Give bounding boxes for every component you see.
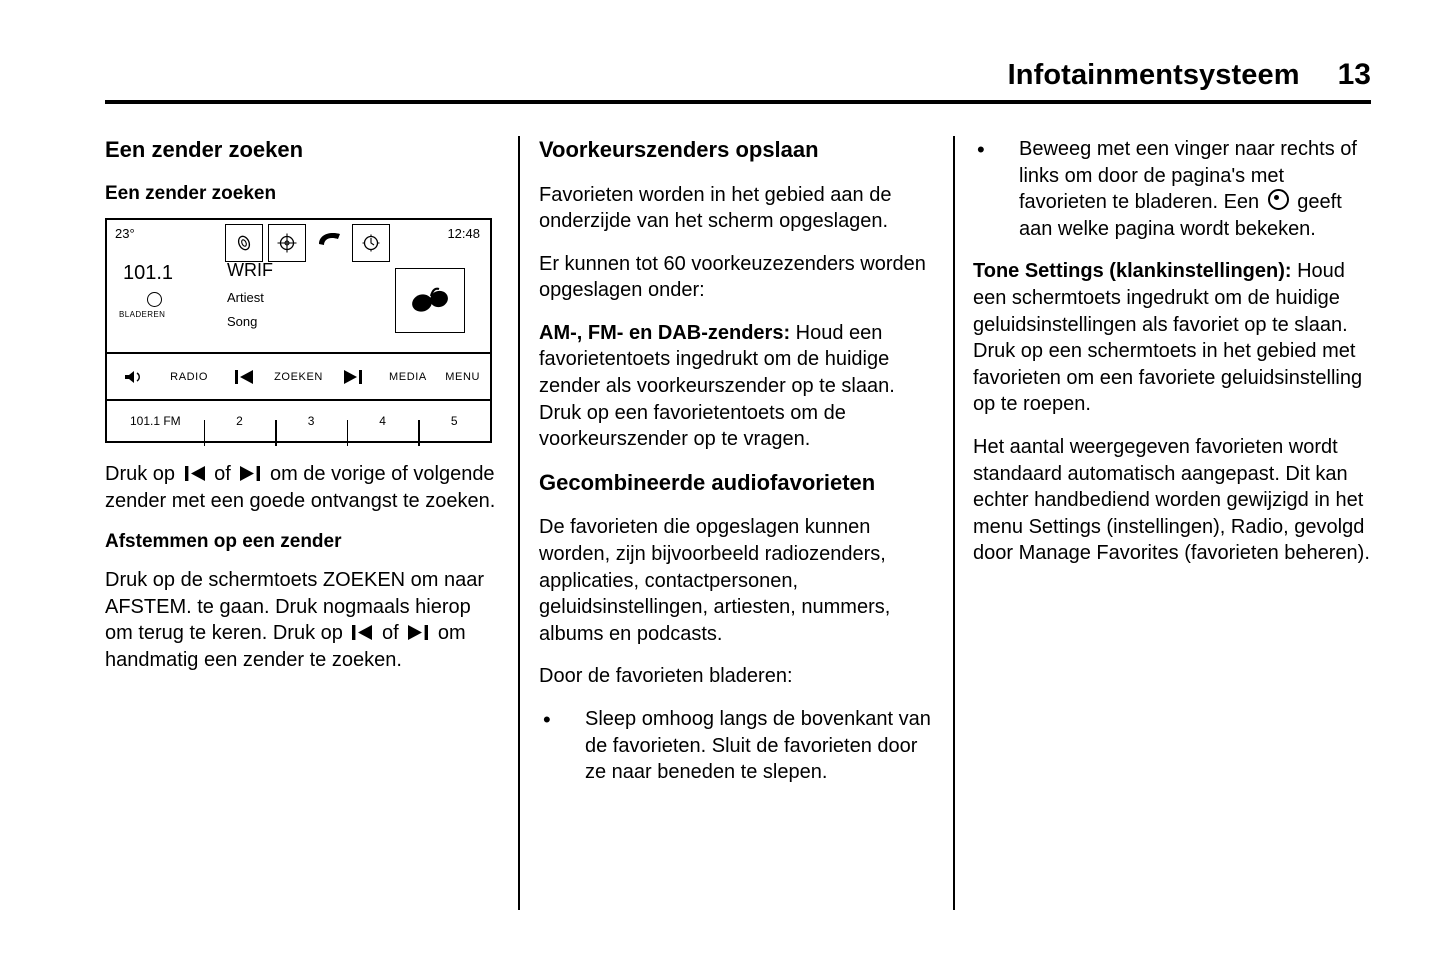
paragraph-am-fm-dab-text: Houd een favorietentoets ingedrukt om de huidige zender als voorkeurszender op te slaan. Druk op een favorietentoets om de voorkeurszender op te vragen. xyxy=(539,321,895,451)
figure-station-name: WRIF xyxy=(227,260,273,281)
subheading-tune-station: Afstemmen op een zender xyxy=(105,531,342,553)
paragraph-seek-text-a: Druk op xyxy=(105,463,176,486)
next-track-icon xyxy=(407,624,429,641)
list-browse-favorites xyxy=(539,706,934,786)
figure-artist: Artiest xyxy=(227,290,264,306)
page-header xyxy=(105,58,1371,92)
paragraph-tone-settings-text: Houd een schermtoets ingedrukt om de huidige geluidsinstellingen als favoriet op te slaan. Druk op een schermtoets in het gebied met favorieten om een favoriete geluidsinstelling op te roepen. xyxy=(973,260,1363,416)
list-item-label-b: geeft aan welke pagina wordt bekeken. xyxy=(1019,191,1342,240)
page-indicator-icon xyxy=(1268,189,1289,210)
section-heading-find-station: Een zender zoeken xyxy=(105,137,304,162)
figure-menu-label: MENU xyxy=(445,370,481,383)
figure-temperature: 23° xyxy=(115,226,135,242)
infotainment-screen-figure xyxy=(105,218,492,443)
figure-album-art xyxy=(395,268,465,333)
figure-preset-3: 3 xyxy=(275,414,347,428)
header-divider xyxy=(105,100,1371,104)
paragraph-am-fm-dab xyxy=(539,320,934,453)
list-swipe-favorites xyxy=(973,136,1371,242)
paragraph-preset-count: Er kunnen tot 60 voorkeuzezenders worden opgeslagen onder: xyxy=(539,252,926,302)
figure-next-icon xyxy=(326,368,381,386)
phone-icon xyxy=(311,224,347,260)
bullet-dot-icon: • xyxy=(977,137,985,162)
list-item-label-a: Beweeg met een vinger naar rechts of links om door de pagina's met favorieten te bladeren. Een xyxy=(1019,138,1357,214)
page-title: Infotainmentsysteem xyxy=(1007,59,1300,91)
figure-frequency: 101.1 xyxy=(123,262,174,285)
section-heading-combined-favorites: Gecombineerde audiofavorieten xyxy=(539,469,876,495)
figure-browse-label: BLADEREN xyxy=(119,310,166,320)
list-item xyxy=(973,136,1371,242)
figure-preset-1: 101.1 FM xyxy=(129,414,181,429)
subheading-find-station: Een zender zoeken xyxy=(105,182,277,204)
figure-media-label: MEDIA xyxy=(389,370,427,383)
column-divider-right xyxy=(953,136,955,910)
figure-top-area xyxy=(107,220,490,354)
paragraph-tune-text-b: of xyxy=(382,622,399,645)
figure-seek-label: ZOEKEN xyxy=(274,370,323,383)
figure-volume-icon xyxy=(107,367,162,387)
figure-preset-row xyxy=(107,401,490,441)
figure-preset-2: 2 xyxy=(204,414,276,428)
column-divider-left xyxy=(518,136,520,910)
paragraph-seek-text-c: om de vorige of volgende zender met een goede ontvangst te zoeken. xyxy=(105,463,496,512)
paragraph-seek-text-b: of xyxy=(214,463,231,486)
section-heading-save-presets: Voorkeurszenders opslaan xyxy=(539,137,819,162)
paragraph-tune-text-a: Druk op de schermtoets ZOEKEN om naar AFSTEM. te gaan. Druk nogmaals hierop om terug te keren. Druk op xyxy=(105,569,485,645)
prev-track-icon xyxy=(351,624,373,641)
figure-control-row xyxy=(107,354,490,401)
prev-track-icon xyxy=(184,465,206,482)
paragraph-browse-favorites: Door de favorieten bladeren: xyxy=(539,665,793,688)
paragraph-tune-instruction xyxy=(105,567,497,673)
compass-icon xyxy=(268,224,306,262)
label-am-fm-dab: AM-, FM- en DAB-zenders: xyxy=(539,321,791,344)
page-number: 13 xyxy=(1337,58,1371,91)
paragraph-tone-settings xyxy=(973,258,1371,418)
paragraph-seek-instruction xyxy=(105,461,497,514)
column-three xyxy=(973,136,1371,583)
paragraph-favorites-area: Favorieten worden in het gebied aan de onderzijde van het scherm opgeslagen. xyxy=(539,183,892,233)
settings-icon xyxy=(352,224,390,262)
column-two xyxy=(539,136,934,802)
figure-icon-row xyxy=(225,224,390,262)
next-track-icon xyxy=(239,465,261,482)
list-item xyxy=(539,706,934,786)
figure-prev-icon xyxy=(216,368,271,386)
list-item-label: Sleep omhoog langs de bovenkant van de favorieten. Sluit de favorieten door ze naar beneden te slepen. xyxy=(585,707,931,784)
paragraph-tune-text-c: om handmatig een zender te zoeken. xyxy=(105,622,466,671)
column-one xyxy=(105,136,497,689)
figure-preset-4: 4 xyxy=(347,414,419,428)
paragraph-favorites-count: Het aantal weergegeven favorieten wordt standaard automatisch aangepast. Dit kan echter handbediend worden gewijzigd in het menu Settings (instellingen), Radio, gevolgd door Manage Favorites (favorieten beheren). xyxy=(973,435,1370,565)
bullet-dot-icon: • xyxy=(543,706,551,732)
figure-tune-knob-icon xyxy=(147,292,162,307)
rds-icon xyxy=(225,224,263,262)
figure-radio-label: RADIO xyxy=(170,370,208,383)
paragraph-favorite-types: De favorieten die opgeslagen kunnen worden, zijn bijvoorbeeld radiozenders, applicaties, contactpersonen, geluidsinstellingen, artiesten, nummers, albums en podcasts. xyxy=(539,516,891,645)
figure-clock: 12:48 xyxy=(447,226,480,242)
label-tone-settings: Tone Settings (klankinstellingen): xyxy=(973,260,1292,283)
figure-preset-5: 5 xyxy=(418,414,490,428)
figure-song: Song xyxy=(227,314,258,330)
